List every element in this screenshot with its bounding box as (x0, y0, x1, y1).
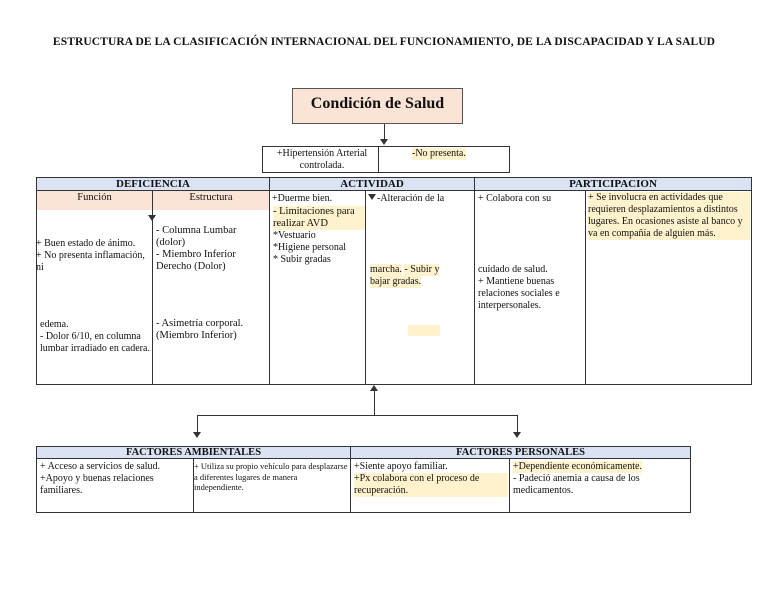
actividad-col2-head: -Alteración de la (377, 193, 445, 204)
factores-per-anemia: - Padeció anemia a causa de los medicamentos. (513, 473, 640, 496)
funcion-text-b: edema. - Dolor 6/10, en columna lumbar irradiado en cadera. (40, 319, 150, 354)
condicion-right-text: -No presenta. (412, 148, 466, 159)
document-title: ESTRUCTURA DE LA CLASIFICACIÓN INTERNACIONAL DEL FUNCIONAMIENTO, DE LA DISCAPACIDAD Y LA SALUD (52, 36, 716, 48)
factores-per-col2-text (513, 461, 689, 497)
funcion-text-a: + Buen estado de ánimo. + No presenta inflamación, ni (36, 238, 145, 273)
arrow-down-icon (513, 432, 521, 438)
connector-line (374, 390, 375, 416)
estructura-column (152, 190, 270, 385)
subheader-funcion: Función (37, 191, 152, 210)
participacion-col2-text: + Se involucra en actividades que requieren desplazamientos a distintos lugares. En ocasiones asiste al banco y va en compañía de alguien más. (588, 192, 750, 240)
estructura-text-a: - Columna Lumbar (dolor) - Miembro Inferior Derecho (Dolor) (156, 225, 237, 272)
actividad-gradas: * Subir gradas (273, 254, 331, 265)
factores-per-col1-text (354, 461, 508, 497)
condicion-left-text: +Hipertensión Arterial controlada. (276, 148, 368, 171)
header-actividad: ACTIVIDAD (269, 177, 475, 191)
divider (378, 146, 379, 173)
highlight-mark (408, 325, 440, 336)
factores-per-apoyo: +Siente apoyo familiar. (354, 461, 448, 472)
actividad-marcha: marcha. (370, 264, 402, 275)
participacion-col1-body: cuidado de salud. + Mantiene buenas relaciones sociales e interpersonales. (478, 264, 560, 311)
factores-per-dependiente: +Dependiente económicamente. (513, 461, 642, 472)
estructura-text-b: - Asimetría corporal. (Miembro Inferior) (156, 318, 244, 341)
actividad-higiene: *Higiene personal (273, 242, 347, 253)
actividad-col1-items (273, 206, 365, 266)
header-participacion: PARTICIPACION (474, 177, 752, 191)
actividad-limitaciones: - Limitaciones para realizar AVD (273, 206, 365, 230)
arrow-down-icon (368, 194, 376, 200)
factores-amb-text-1: + Acceso a servicios de salud. +Apoyo y buenas relaciones familiares. (40, 461, 161, 496)
header-factores-ambientales: FACTORES AMBIENTALES (36, 446, 351, 459)
actividad-col1-head: +Duerme bien. (272, 193, 333, 204)
actividad-vestuario: *Vestuario (273, 230, 316, 241)
connector-line (197, 415, 198, 433)
arrow-down-icon (380, 139, 388, 145)
connector-line (197, 415, 518, 416)
factores-amb-text-2: + Utiliza su propio vehículo para desplazarse a diferentes lugares de manera independiente. (194, 461, 348, 492)
connector-line (384, 124, 385, 140)
header-deficiencia: DEFICIENCIA (36, 177, 270, 191)
participacion-col1-head: + Colabora con su (478, 193, 552, 204)
header-factores-personales: FACTORES PERSONALES (350, 446, 691, 459)
actividad-col2-body (370, 264, 470, 288)
actividad-bajar: bajar gradas. (370, 276, 422, 287)
connector-line (517, 415, 518, 433)
actividad-subir: - Subir y (404, 264, 440, 275)
condicion-salud-box: Condición de Salud (292, 88, 463, 124)
arrow-down-icon (193, 432, 201, 438)
factores-per-colabora: +Px colabora con el proceso de recuperación. (354, 473, 508, 497)
subheader-estructura: Estructura (153, 191, 269, 210)
funcion-column (36, 190, 153, 385)
arrow-down-icon (148, 215, 156, 221)
